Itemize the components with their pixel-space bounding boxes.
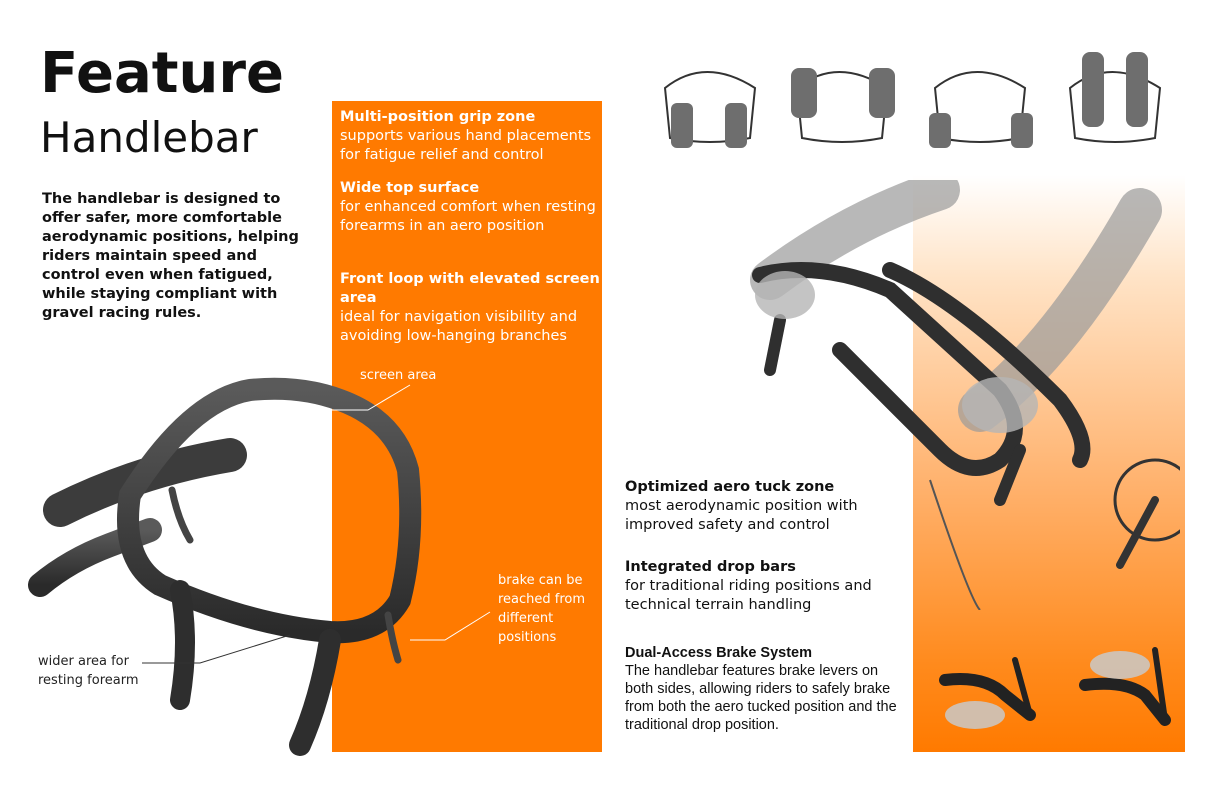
callout-forearm: wider area for resting forearm [38,654,139,688]
brake-aero-position-icon [945,660,1030,729]
brake-drop-position-icon [1085,650,1165,720]
hand-position-thumbnails [655,48,1175,156]
page-title: Feature [40,41,284,106]
feature-heading: Dual-Access Brake System [625,645,812,661]
feature-body: most aerodynamic position with improved safety and control [625,498,858,533]
feature-body: The handlebar features brake levers on both sides, allowing riders to safely brake from both the aero tucked position and the traditional drop position. [625,663,897,733]
feature-body: supports various hand placements for fatigue relief and control [340,128,592,163]
feature-body: for traditional riding positions and technical terrain handling [625,578,872,613]
feature-heading: Wide top surface [340,180,480,196]
callout-brake: brake can be reached from different positions [498,573,586,645]
feature-brake-system [625,644,900,734]
hand-position-1-icon [665,72,755,148]
feature-heading: Optimized aero tuck zone [625,479,835,495]
feature-body: for enhanced comfort when resting forearms in an aero position [340,199,596,234]
feature-heading: Integrated drop bars [625,559,796,575]
callout-screen-area: screen area [360,368,437,383]
feature-aero-tuck [625,478,895,535]
brake-detail-illustrations [935,640,1175,745]
feature-heading: Front loop with elevated screen area [340,271,600,306]
feature-body: ideal for navigation visibility and avoiding low-hanging branches [340,309,578,344]
intro-paragraph: The handlebar is designed to offer safer, more comfortable aerodynamic positions, helping riders maintain speed and control even when fatigued, while staying compliant with gravel racing rules. [42,191,299,321]
hand-position-4-icon [1070,52,1160,142]
feature-drop-bars [625,558,895,615]
hand-position-2-icon [791,68,895,142]
feature-heading: Multi-position grip zone [340,109,536,125]
hand-position-3-icon [929,72,1033,148]
page-subtitle: Handlebar [40,113,258,162]
rider-illustration [700,180,1180,610]
